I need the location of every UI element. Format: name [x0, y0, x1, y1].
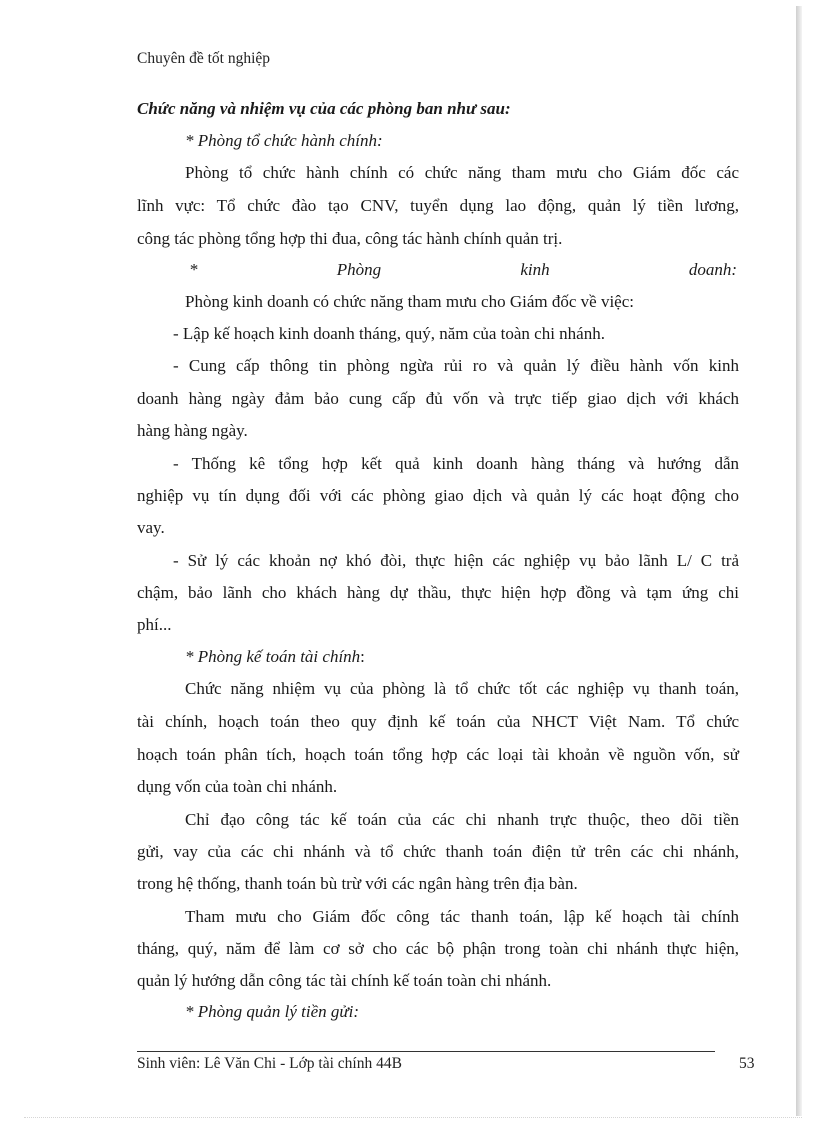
- running-header: Chuyên đề tốt nghiệp: [137, 50, 271, 67]
- subheading-word: *: [189, 260, 198, 279]
- paragraph-line: hoạch toán phân tích, hoạch toán tổng hợp các loại tài khoản về nguồn vốn, sử: [137, 745, 739, 764]
- list-item: - Thống kê tổng hợp kết quả kinh doanh hàng tháng và hướng dẫn: [173, 454, 739, 473]
- subheading-admin: * Phòng tổ chức hành chính:: [185, 131, 383, 150]
- subheading-deposits: * Phòng quản lý tiền gửi:: [185, 1002, 360, 1021]
- list-item: - Lập kế hoạch kinh doanh tháng, quý, năm của toàn chi nhánh.: [173, 324, 605, 343]
- subheading-word: kinh: [520, 260, 550, 279]
- footer-divider: [137, 1051, 715, 1052]
- subheading-text: * Phòng kế toán tài chính: [185, 647, 361, 666]
- paragraph-line: Chức năng nhiệm vụ của phòng là tổ chức tốt các nghiệp vụ thanh toán,: [185, 679, 739, 698]
- paragraph-line: quản lý hướng dẫn công tác tài chính kế toán toàn chi nhánh.: [137, 971, 552, 990]
- page-bottom-edge: [24, 1117, 802, 1119]
- paragraph-line: gửi, vay của các chi nhánh và tổ chức thanh toán điện tử trên các chi nhánh,: [137, 842, 739, 861]
- footer-author: Sinh viên: Lê Văn Chi - Lớp tài chính 44B: [137, 1055, 402, 1072]
- paragraph-line: tháng, quý, năm để làm cơ sở cho các bộ phận trong toàn chi nhánh thực hiện,: [137, 939, 739, 958]
- list-item: - Cung cấp thông tin phòng ngừa rủi ro và quản lý điều hành vốn kinh: [173, 356, 739, 375]
- paragraph-line: hàng hàng ngày.: [137, 421, 248, 440]
- page-edge-shadow: [796, 6, 802, 1116]
- paragraph-line: nghiệp vụ tín dụng đối với các phòng giao dịch và quản lý các hoạt động cho: [137, 486, 739, 505]
- subheading-word: doanh:: [688, 260, 737, 279]
- page-number: 53: [739, 1055, 755, 1072]
- paragraph-line: Chỉ đạo công tác kế toán của các chi nhanh trực thuộc, theo dõi tiền: [185, 810, 739, 829]
- section-heading: Chức năng và nhiệm vụ của các phòng ban như sau:: [137, 99, 511, 118]
- paragraph-line: tài chính, hoạch toán theo quy định kế toán của NHCT Việt Nam. Tổ chức: [137, 712, 739, 731]
- paragraph-line: trong hệ thống, thanh toán bù trừ với các ngân hàng trên địa bàn.: [137, 874, 578, 893]
- paragraph-line: vay.: [137, 518, 165, 537]
- list-item: - Sử lý các khoản nợ khó đòi, thực hiện các nghiệp vụ bảo lãnh L/ C trả: [173, 551, 739, 570]
- paragraph-line: Phòng kinh doanh có chức năng tham mưu cho Giám đốc về việc:: [185, 292, 634, 311]
- paragraph-line: lĩnh vực: Tổ chức đào tạo CNV, tuyển dụng lao động, quản lý tiền lương,: [137, 196, 739, 215]
- subheading-accounting: [137, 646, 739, 668]
- paragraph-line: phí...: [137, 615, 172, 634]
- subheading-colon: :: [360, 647, 365, 666]
- subheading-business: [137, 259, 739, 281]
- paragraph-line: công tác phòng tổng hợp thi đua, công tác hành chính quản trị.: [137, 229, 563, 248]
- subheading-word: Phòng: [336, 260, 382, 279]
- paragraph-line: chậm, bảo lãnh cho khách hàng dự thầu, thực hiện hợp đồng và tạm ứng chi: [137, 583, 739, 602]
- paragraph-line: doanh hàng ngày đảm bảo cung cấp đủ vốn và trực tiếp giao dịch với khách: [137, 389, 739, 408]
- paragraph-line: Tham mưu cho Giám đốc công tác thanh toán, lập kế hoạch tài chính: [185, 907, 739, 926]
- paragraph-line: dụng vốn của toàn chi nhánh.: [137, 777, 338, 796]
- paragraph-line: Phòng tổ chức hành chính có chức năng tham mưu cho Giám đốc các: [185, 163, 739, 182]
